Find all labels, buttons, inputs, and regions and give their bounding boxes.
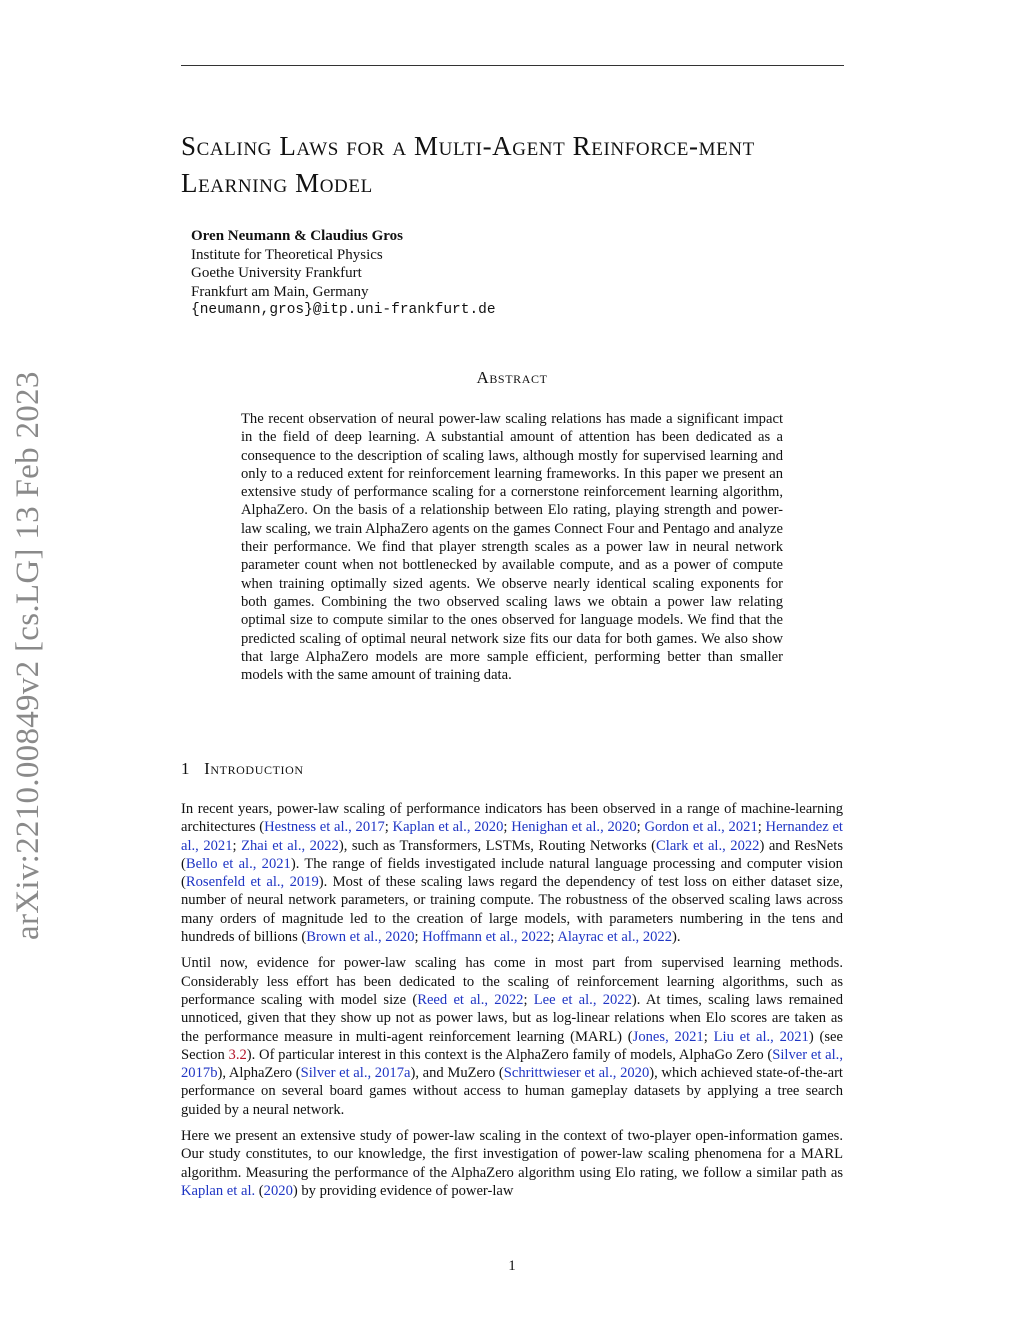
affiliation-institute: Institute for Theoretical Physics bbox=[191, 246, 383, 263]
citation-link[interactable]: Hoffmann et al., 2022 bbox=[422, 929, 551, 946]
citation-link[interactable]: Rosenfeld et al., 2019 bbox=[185, 874, 319, 891]
affiliation-university: Goethe University Frankfurt bbox=[191, 265, 362, 281]
citation-link[interactable]: Liu et al., 2021 bbox=[713, 1028, 809, 1045]
affiliation-location: Frankfurt am Main, Germany bbox=[191, 283, 369, 300]
paragraph-2: Until now, evidence for power-law scaling has come in most part from supervised learning methods. Considerably less effort has been dedicated to the scaling of reinforcement learning algorithms, such as performance scaling with model size (Reed et al., 2022; Lee et al., 2022). At times, scaling laws remained unnoticed, given that they show up not as power laws, but as log-linear relations when Elo scores are taken as the performance measure in multi-agent reinforcement learning (MARL) (Jones, 2021; Liu et al., 2021) (see Section 3.2). Of particular interest in this context is the AlphaZero family of models, AlphaGo Zero (Silver et al., 2017b), AlphaZero (Silver et al., 2017a), and MuZero (Schrittwieser et al., 2020), which achieved state-of-the-art performance on several board games without access to human gameplay datasets by applying a tree search guided by a neural network. bbox=[181, 955, 844, 1118]
section-title: Introduction bbox=[204, 759, 304, 778]
section-number: 1 bbox=[181, 759, 191, 778]
citation-link[interactable]: Reed et al., 2022 bbox=[417, 991, 524, 1008]
paper-title: Scaling Laws for a Multi-Agent Reinforce-ment Learning Model bbox=[181, 131, 755, 198]
citation-link[interactable]: Silver et al., 2017b bbox=[181, 1046, 843, 1082]
citation-link[interactable]: Hernandez et al., 2021 bbox=[181, 819, 843, 854]
citation-link[interactable]: Henighan et al., 2020 bbox=[511, 819, 637, 836]
author-email: {neumann,gros}@itp.uni-frankfurt.de bbox=[191, 302, 496, 318]
citation-link[interactable]: Kaplan et al. bbox=[181, 1182, 256, 1199]
section-link[interactable]: 3.2 bbox=[228, 1046, 247, 1063]
citation-link[interactable]: Alayrac et al., 2022 bbox=[557, 929, 673, 946]
citation-link[interactable]: Schrittwieser et al., 2020 bbox=[503, 1065, 650, 1082]
introduction-body bbox=[181, 800, 843, 1208]
citation-link[interactable]: Silver et al., 2017a bbox=[300, 1065, 411, 1082]
arxiv-watermark: arXiv:2210.00849v2 [cs.LG] 13 Feb 2023 bbox=[10, 371, 46, 940]
citation-link[interactable]: Jones, 2021 bbox=[632, 1028, 704, 1045]
citation-link[interactable]: Hestness et al., 2017 bbox=[264, 819, 385, 836]
citation-link[interactable]: Lee et al., 2022 bbox=[533, 991, 632, 1008]
paragraph-1: In recent years, power-law scaling of performance indicators has been observed in a range of machine-learning architectures (Hestness et al., 2017; Kaplan et al., 2020; Henighan et al., 2020; Gordon et al., 2021; Hernandez et al., 2021; Zhai et al., 2022), such as Transformers, LSTMs, Routing Networks (Clark et al., 2022) and ResNets (Bello et al., 2021). The range of fields investigated include natural language processing and computer vision (Rosenfeld et al., 2019). Most of these scaling laws regard the dependency of test loss on either dataset size, number of neural network parameters, or training compute. The robustness of the observed scaling laws across many orders of magnitude led to the creation of large models, with parameters numbering in the tens and hundreds of billions (Brown et al., 2020; Hoffmann et al., 2022; Alayrac et al., 2022). bbox=[181, 801, 844, 946]
citation-link[interactable]: 2020 bbox=[263, 1182, 293, 1199]
abstract-text: The recent observation of neural power-law scaling relations has made a significant impact in the field of deep learning. A substantial amount of attention has been dedicated as a consequence to the description of scaling laws, although mostly for supervised learning and only to a reduced extent for reinforcement learning frameworks. In this paper we present an extensive study of performance scaling for a cornerstone reinforcement learning algorithm, AlphaZero. On the basis of a relationship between Elo rating, playing strength and power-law scaling, we train AlphaZero agents on the games Connect Four and Pentago and analyze their performance. We find that player strength scales as a power law in neural network parameter count when not bottlenecked by available compute, and as a power of compute when training optimally sized agents. We observe nearly identical scaling exponents for both games. Combining the two observed scaling laws we obtain a power law relating optimal size to compute similar to the ones observed for language models. We find that the predicted scaling of optimal neural network size fits our data for both games. We also show that large AlphaZero models are more sample efficient, performing better than smaller models with the same amount of training data. bbox=[241, 411, 783, 684]
page-number: 1 bbox=[508, 1258, 516, 1274]
author-names: Oren Neumann & Claudius Gros bbox=[191, 228, 403, 244]
citation-link[interactable]: Bello et al., 2021 bbox=[185, 855, 291, 872]
citation-link[interactable]: Brown et al., 2020 bbox=[306, 929, 415, 946]
section-heading bbox=[181, 759, 304, 779]
citation-link[interactable]: Clark et al., 2022 bbox=[656, 837, 760, 854]
abstract-heading: Abstract bbox=[476, 368, 548, 387]
citation-link[interactable]: Kaplan et al., 2020 bbox=[392, 819, 504, 836]
author-block bbox=[191, 227, 496, 320]
top-rule bbox=[181, 65, 844, 66]
citation-link[interactable]: Gordon et al., 2021 bbox=[644, 819, 758, 836]
paragraph-3: Here we present an extensive study of power-law scaling in the context of two-player open-information games. Our study constitutes, to our knowledge, the first investigation of power-law scaling phenomena for a MARL algorithm. Measuring the performance of the AlphaZero algorithm using Elo rating, we follow a similar path as Kaplan et al. (2020) by providing evidence of power-law bbox=[181, 1128, 843, 1199]
citation-link[interactable]: Zhai et al., 2022 bbox=[241, 837, 339, 854]
